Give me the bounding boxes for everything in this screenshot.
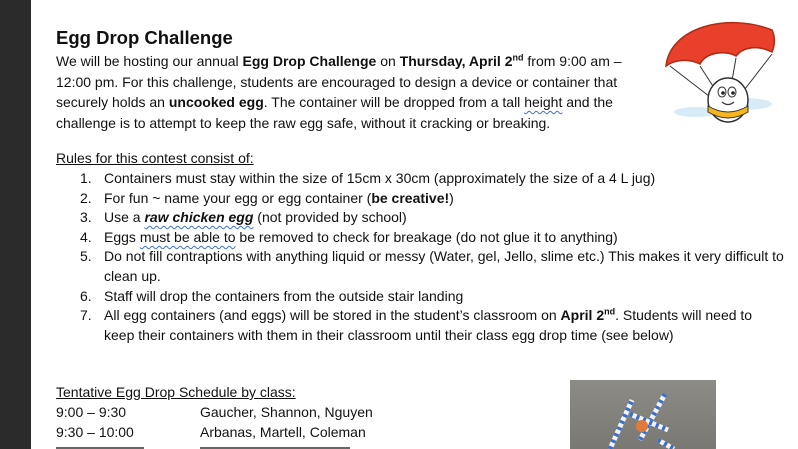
grammar-flagged-phrase: must be able to: [139, 228, 236, 245]
egg-drop-contraption-photo: [570, 380, 716, 449]
event-date: Thursday, April 2nd: [399, 52, 524, 69]
list-item: 4. Eggs must be able to be removed to check for breakage (do not glue it to anything): [80, 228, 618, 245]
schedule-row: [56, 422, 476, 442]
list-item: 5. Do not fill contraptions with anything liquid or messy (Water, gel, Jello, slime etc.) This makes it very difficult to clean up.: [80, 248, 784, 284]
grammar-flagged-word: height: [524, 94, 563, 110]
document-page: [31, 0, 798, 449]
schedule-row-cutoff: [56, 443, 176, 449]
intro-text: . The container will be dropped from a tall: [263, 94, 525, 110]
list-item: 3. Use a raw chicken egg (not provided by school): [80, 209, 407, 226]
schedule-row-cutoff: [200, 443, 360, 449]
intro-text: on: [376, 53, 400, 69]
schedule-row: [56, 402, 476, 422]
list-item: 2. For fun ~ name your egg or egg container (be creative!): [80, 189, 454, 206]
schedule-classes: Arbanas, Martell, Coleman: [200, 424, 366, 440]
contraption-image: [570, 380, 716, 449]
raw-egg-text: raw chicken egg: [144, 209, 254, 226]
schedule-classes: Gaucher, Shannon, Nguyen: [200, 404, 373, 420]
list-item: 6. Staff will drop the containers from the outside stair landing: [80, 287, 464, 304]
rules-list: [56, 169, 786, 345]
page-title: Egg Drop Challenge: [56, 27, 233, 48]
parachute-egg-illustration: [656, 8, 784, 128]
intro-paragraph: [56, 51, 646, 133]
schedule-time: 9:00 – 9:30: [56, 404, 127, 420]
schedule-heading: Tentative Egg Drop Schedule by class:: [56, 384, 296, 400]
rules-heading: Rules for this contest consist of:: [56, 150, 254, 166]
list-item: 7. All egg containers (and eggs) will be stored in the student’s classroom on April 2nd. Students will need to keep their containers with them in their classroom until their class egg drop time (see below): [80, 306, 753, 343]
intro-text: We will be hosting our annual: [56, 53, 243, 69]
list-item: 1. Containers must stay within the size of 15cm x 30cm (approximately the size of a 4 L jug): [80, 170, 656, 186]
event-name: Egg Drop Challenge: [242, 53, 377, 69]
schedule-time: 9:30 – 10:00: [56, 424, 134, 440]
intro-text: from 9:00 am – 12:00 pm. For this challenge, students are encouraged to design a device or container that securely holds an: [56, 53, 622, 110]
intro-text: and the challenge is to attempt to keep the raw egg safe, without it cracking or breaking.: [56, 94, 613, 131]
uncooked-egg-text: uncooked egg: [168, 94, 264, 110]
